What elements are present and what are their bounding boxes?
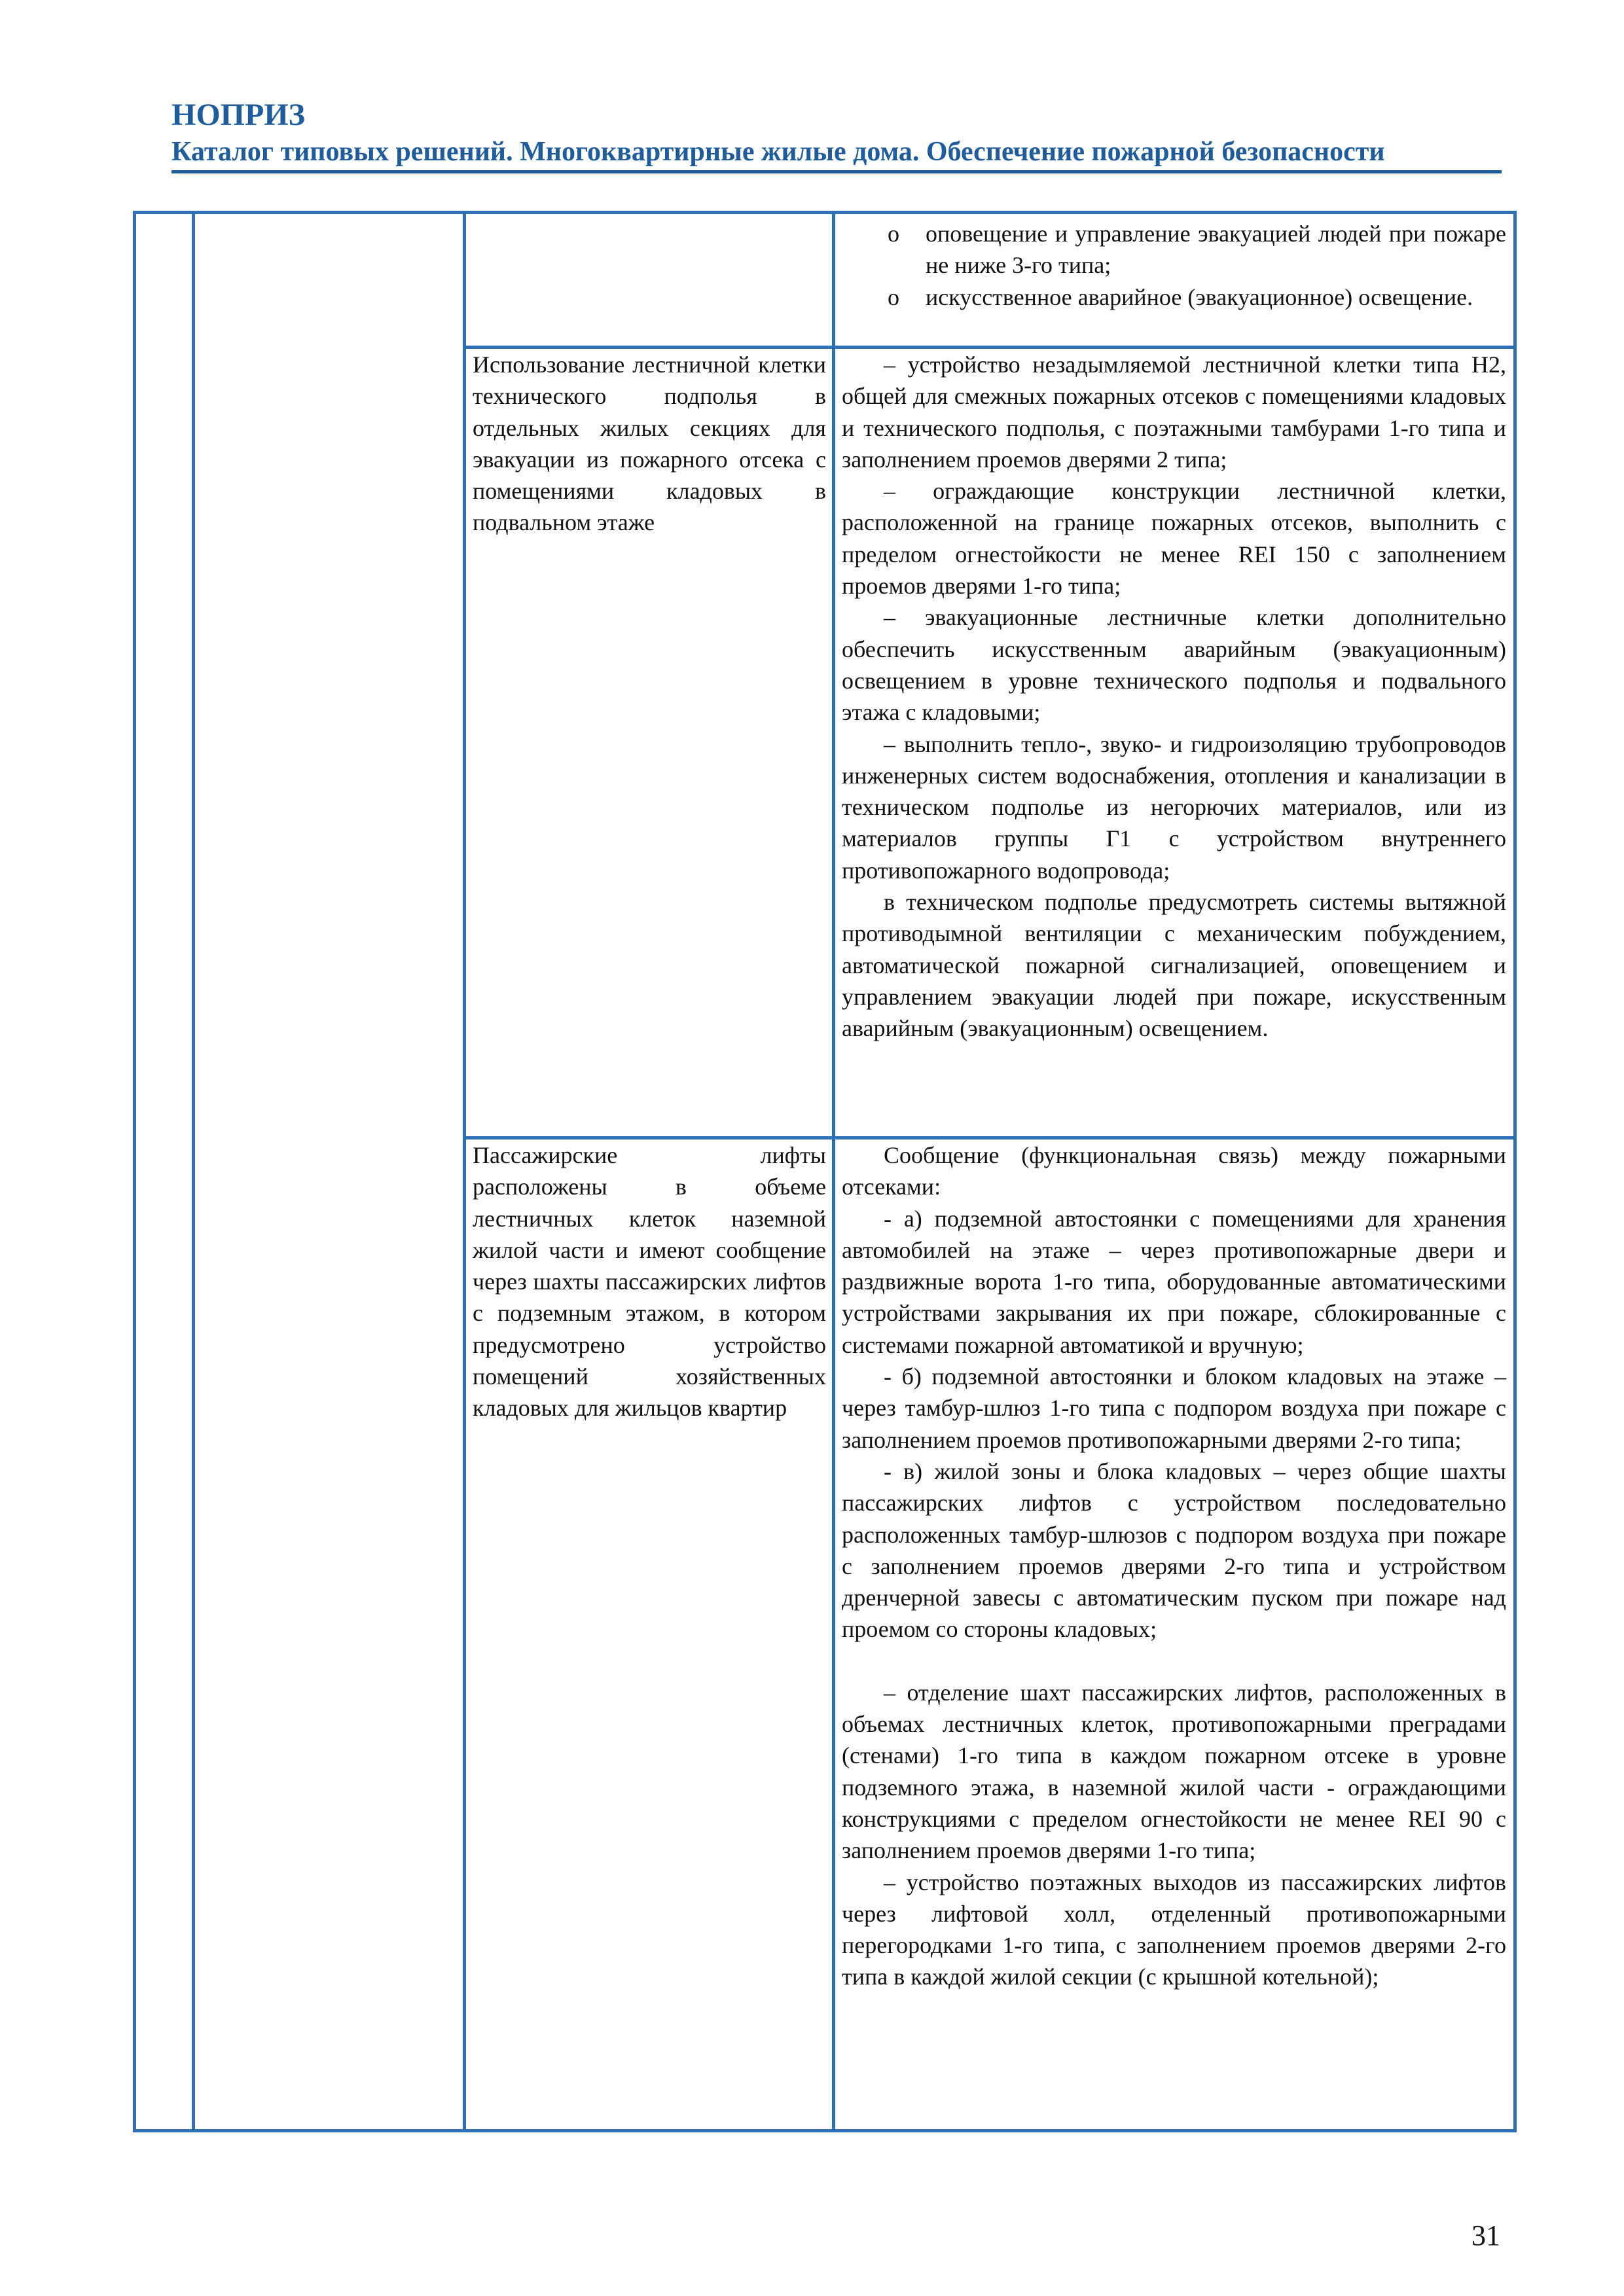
spacer	[842, 1645, 1506, 1677]
header-subtitle: Каталог типовых решений. Многоквартирные жилые дома. Обеспечение пожарной безопасности	[171, 137, 1385, 167]
list-item: - б) подземной автостоянки и блоком кладовых на этаже – через тамбур-шлюз 1-го типа с подпором воздуха при пожаре с заполнением проемов противопожарными дверями 2-го типа;	[842, 1363, 1506, 1453]
list-item: o оповещение и управление эвакуацией людей при пожаре не ниже 3-го типа;	[842, 218, 1506, 281]
list-item: – эвакуационные лестничные клетки дополнительно обеспечить искусственным аварийным (эвакуационным) освещением в уровне технического подполья и подвального этажа с кладовыми;	[842, 604, 1506, 726]
bullet-icon: o	[888, 221, 899, 247]
table-col-divider-3	[832, 214, 835, 2129]
list-item: – ограждающие конструкции лестничной клетки, расположенной на границе пожарных отсеков, выполнить с пределом огнестойкости не менее REI 150 с заполнением проемов дверями 1-го типа;	[842, 478, 1506, 600]
header-org: НОПРИЗ	[171, 98, 305, 132]
page-number: 31	[1471, 2219, 1500, 2251]
list-item: - а) подземной автостоянки с помещениями для хранения автомобилей на этаже – через противопожарные двери и раздвижные ворота 1-го типа, оборудованные автоматическими устройствами закрывания их при пожаре, сблокированные с системами пожарной автоматикой и вручную;	[842, 1205, 1506, 1358]
row-lifts-measures	[842, 1139, 1506, 1993]
list-item: – отделение шахт пассажирских лифтов, расположенных в объемах лестничных клеток, противопожарными преградами (стенами) 1-го типа в каждом пожарном отсеке в уровне подземного этажа, в наземной жилой части - ограждающими конструкциями с пределом огнестойкости не менее REI 90 с заполнением проемов дверями 1-го типа;	[842, 1679, 1506, 1864]
row-lifts-condition: Пассажирские лифты расположены в объеме лестничных клеток наземной жилой части и имеют сообщение через шахты пассажирских лифтов с подземным этажом, в котором предусмотрено устройство помещений хозяйственных кладовых для жильцов квартир	[473, 1142, 826, 1422]
bullet-icon: o	[888, 283, 899, 310]
list-item: в техническом подполье предусмотреть системы вытяжной противодымной вентиляции с механическим побуждением, автоматической пожарной сигнализацией, оповещением и управлением эвакуации людей при пожаре, искусственным аварийным (эвакуационным) освещением.	[842, 889, 1506, 1042]
header-rule	[171, 170, 1502, 173]
row-top-measures	[842, 218, 1506, 313]
list-item: – устройство поэтажных выходов из пассажирских лифтов через лифтовой холл, отделенный противопожарными перегородками 1-го типа, с заполнением проемов дверями 2-го типа в каждой жилой секции (с крышной котельной);	[842, 1869, 1506, 1990]
row-lifts-intro: Сообщение (функциональная связь) между пожарными отсеками:	[842, 1142, 1506, 1200]
list-item: o искусственное аварийное (эвакуационное) освещение.	[842, 281, 1506, 313]
list-item: - в) жилой зоны и блока кладовых – через общие шахты пассажирских лифтов с устройством последовательно расположенных тамбур-шлюзов с подпором воздуха при пожаре с заполнением проемов дверями 2-го типа и устройством дренчерной завесы с автоматическим пуском при пожаре над проемом со стороны кладовых;	[842, 1458, 1506, 1643]
row-basement-measures	[842, 349, 1506, 1045]
list-item: – выполнить тепло-, звуко- и гидроизоляцию трубопроводов инженерных систем водоснабжения, отопления и канализации в техническом подполье из негорючих материалов, или из материалов группы Г1 с устройством внутреннего противопожарного водопровода;	[842, 730, 1506, 884]
row-basement-condition: Использование лестничной клетки технического подполья в отдельных жилых секциях для эвакуации из пожарного отсека с помещениями кладовых в подвальном этаже	[473, 351, 826, 536]
list-item: – устройство незадымляемой лестничной клетки типа Н2, общей для смежных пожарных отсеков с помещениями кладовых и технического подполья, с поэтажными тамбурами 1-го типа и заполнением проемов дверями 2 типа;	[842, 351, 1506, 473]
table-col-divider-2	[463, 214, 466, 2129]
table-col-divider-1	[192, 214, 195, 2129]
solutions-table	[133, 211, 1517, 2132]
